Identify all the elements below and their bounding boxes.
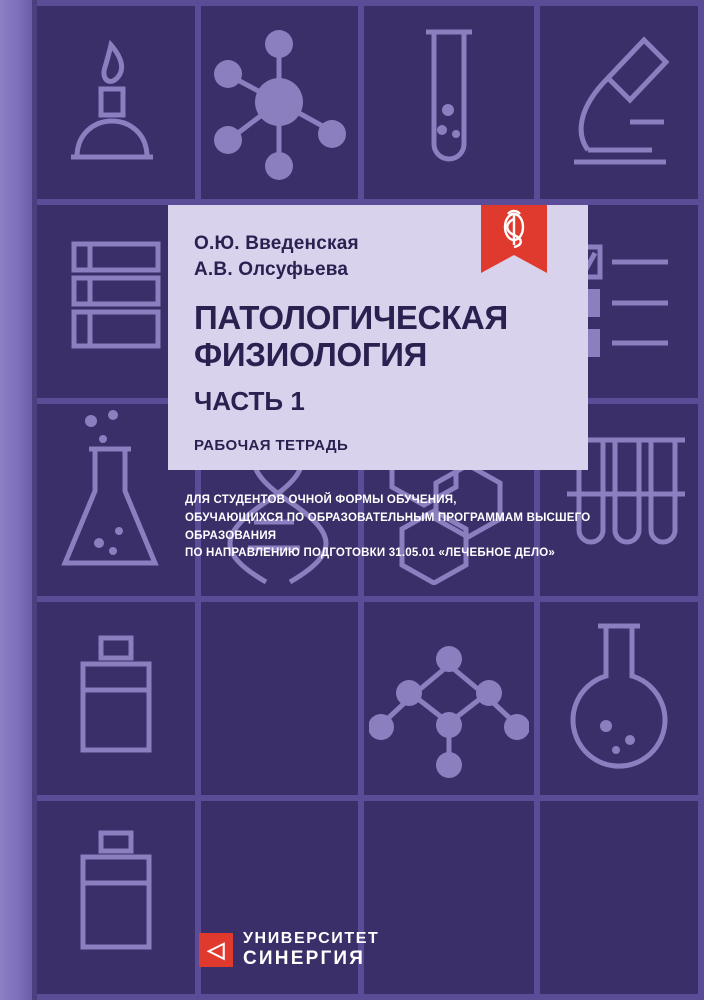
description-line-3: ПО НАПРАВЛЕНИЮ ПОДГОТОВКИ 31.05.01 «ЛЕЧЕБНОЕ ДЕЛО» [185,547,556,560]
tile-medicine-bottle [37,602,195,795]
page-title [194,300,562,374]
book-spine-edge [32,0,37,1000]
description-line-1: ДЛЯ СТУДЕНТОВ ОЧНОЙ ФОРМЫ ОБУЧЕНИЯ, [185,494,457,506]
tile-microscope [540,6,698,199]
subtitle-label: РАБОЧАЯ ТЕТРАДЬ [194,437,349,455]
round-flask-icon [554,614,684,784]
tile-empty-d [540,801,698,994]
publisher-line-2: СИНЕРГИЯ [243,947,366,969]
synergy-logo-icon: ◁ [199,933,233,967]
tile-molecule [201,6,359,199]
description-block [185,492,645,563]
publisher-name [243,930,379,969]
tile-molecule-cluster [364,602,534,795]
tile-round-flask [540,602,698,795]
medicine-bottle-icon [61,823,171,973]
ribbon-caduceus-icon [481,205,547,293]
title-line-2: ФИЗИОЛОГИЯ [194,336,428,374]
part-label: ЧАСТЬ 1 [194,386,305,417]
molecule-cluster-icon [369,619,529,779]
tile-medicine-bottle-2 [37,801,195,994]
books-icon [56,226,176,376]
title-line-1: ПАТОЛОГИЧЕСКАЯ [194,299,508,337]
medicine-bottle-icon [61,624,171,774]
tile-empty-c [364,801,534,994]
publisher-line-1: УНИВЕРСИТЕТ [243,930,380,947]
molecule-icon [204,22,354,182]
erlenmeyer-flask-icon [51,405,181,595]
description-line-2: ОБУЧАЮЩИХСЯ ПО ОБРАЗОВАТЕЛЬНЫМ ПРОГРАММАМ ВЫСШЕГО ОБРАЗОВАНИЯ [185,511,591,542]
microscope-icon [544,22,694,182]
author-line-1: О.Ю. Введенская [194,233,359,254]
author-line-2: А.В. Олсуфьева [194,258,349,280]
book-spine [0,0,32,1000]
test-tube-icon [404,22,494,182]
tile-test-tube [364,6,534,199]
publisher-logo [199,930,379,969]
tile-empty-a [201,602,359,795]
tile-bunsen-burner [37,6,195,199]
bunsen-burner-icon [61,37,171,167]
